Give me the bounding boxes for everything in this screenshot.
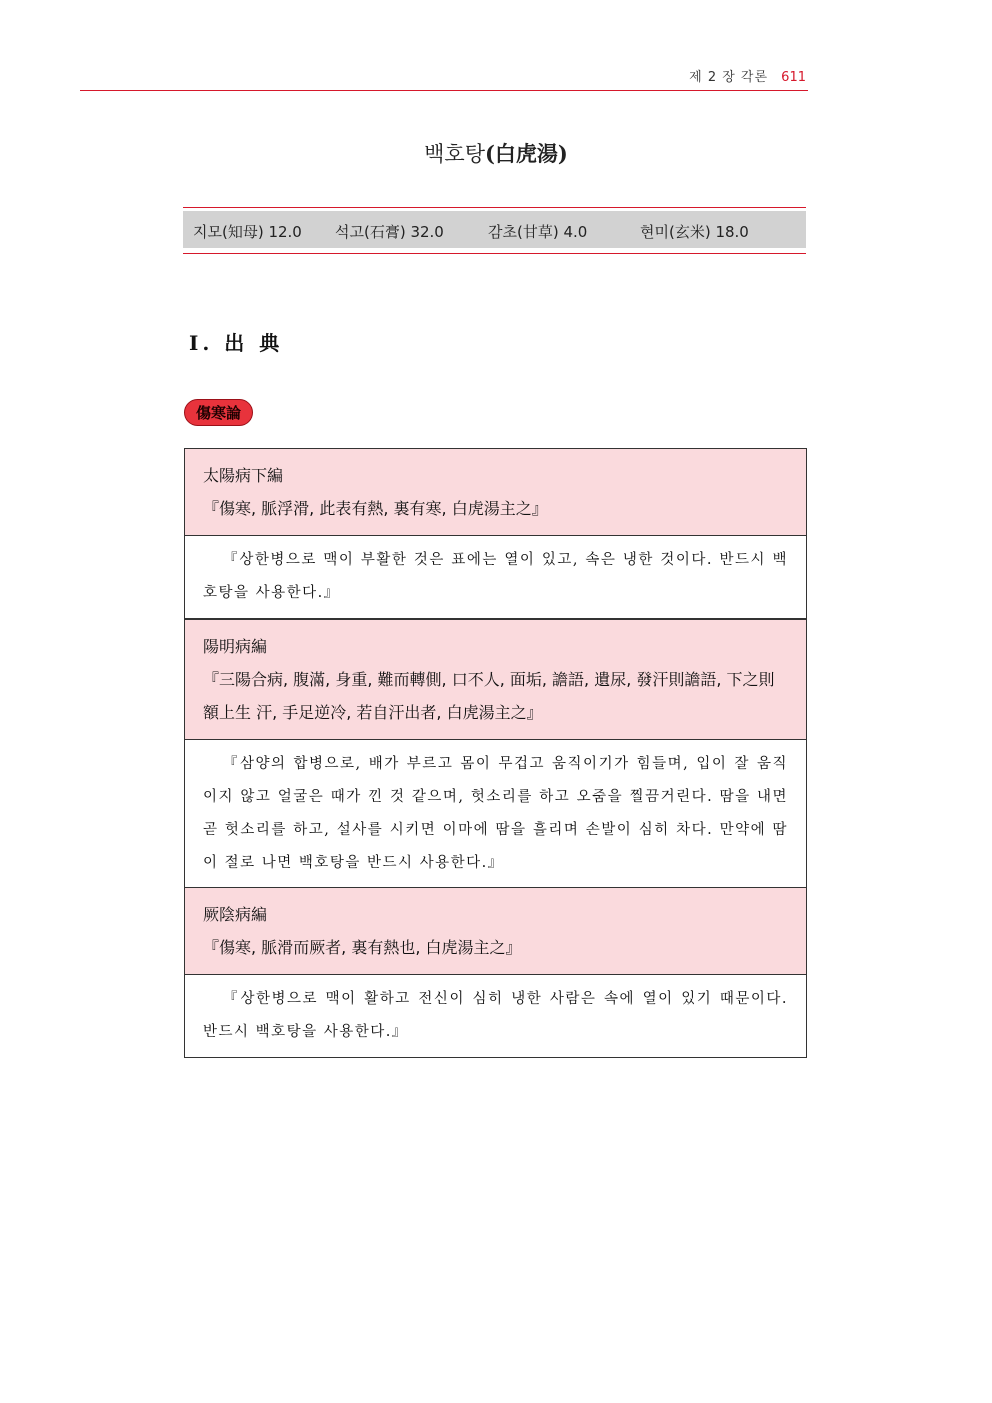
page-number: 611 (781, 70, 806, 85)
title-korean: 백호탕 (424, 142, 485, 166)
citation-box (184, 448, 807, 619)
citation-original: 『傷寒, 脈浮滑, 此表有熱, 裏有寒, 白虎湯主之』 (203, 499, 548, 518)
original-text-panel (185, 888, 806, 975)
citation-original: 『傷寒, 脈滑而厥者, 裏有熱也, 白虎湯主之』 (203, 938, 522, 957)
citation-original: 『三陽合病, 腹滿, 身重, 難而轉側, 口不人, 面垢, 譫語, 遺尿, 發汗則譫語, 下之則額上生 汗, 手足逆冷, 若自汗出者, 白虎湯主之』 (203, 670, 775, 722)
citation-chapter: 陽明病編 (203, 637, 268, 656)
header-rule (80, 90, 808, 91)
herb-item: 지모(知母) 12.0 (193, 223, 302, 241)
citation-box (184, 619, 807, 889)
title-hanja: (白虎湯) (484, 141, 568, 166)
citation-translation: 『상한병으로 맥이 활하고 전신이 심히 냉한 사람은 속에 열이 있기 때문이다. 반드시 백호탕을 사용한다.』 (203, 991, 788, 1040)
chapter-label: 제 2 장 각론 (689, 70, 769, 85)
citation-chapter: 厥陰病編 (203, 905, 268, 924)
herb-bar-top-rule (183, 207, 806, 208)
prescription-title (0, 138, 992, 168)
citation-chapter: 太陽病下編 (203, 466, 284, 485)
citation-box (184, 887, 807, 1058)
herb-composition-bar (183, 211, 806, 248)
herb-item: 석고(石膏) 32.0 (335, 223, 444, 241)
citation-translation: 『상한병으로 맥이 부활한 것은 표에는 열이 있고, 속은 냉한 것이다. 반드시 백호탕을 사용한다.』 (203, 552, 788, 601)
section-heading: Ⅰ. 出 典 (189, 331, 284, 355)
source-badge: 傷寒論 (184, 399, 253, 426)
running-header (689, 66, 806, 85)
original-text-panel (185, 449, 806, 536)
original-text-panel (185, 620, 806, 740)
herb-bar-bottom-rule (183, 253, 806, 254)
citation-translation: 『삼양의 합병으로, 배가 부르고 몸이 무겁고 움직이기가 힘들며, 입이 잘 움직이지 않고 얼굴은 때가 낀 것 같으며, 헛소리를 하고 오줌을 찔끔거린다. 땀을 내면 곧 헛소리를 하고, 설사를 시키면 이마에 땀을 흘리며 손발이 심히 차다. 만약에 땀이 절로 나면 백호탕을 반드시 사용한다.』 (203, 756, 788, 871)
herb-item: 현미(玄米) 18.0 (640, 223, 749, 241)
herb-item: 감초(甘草) 4.0 (488, 223, 588, 241)
